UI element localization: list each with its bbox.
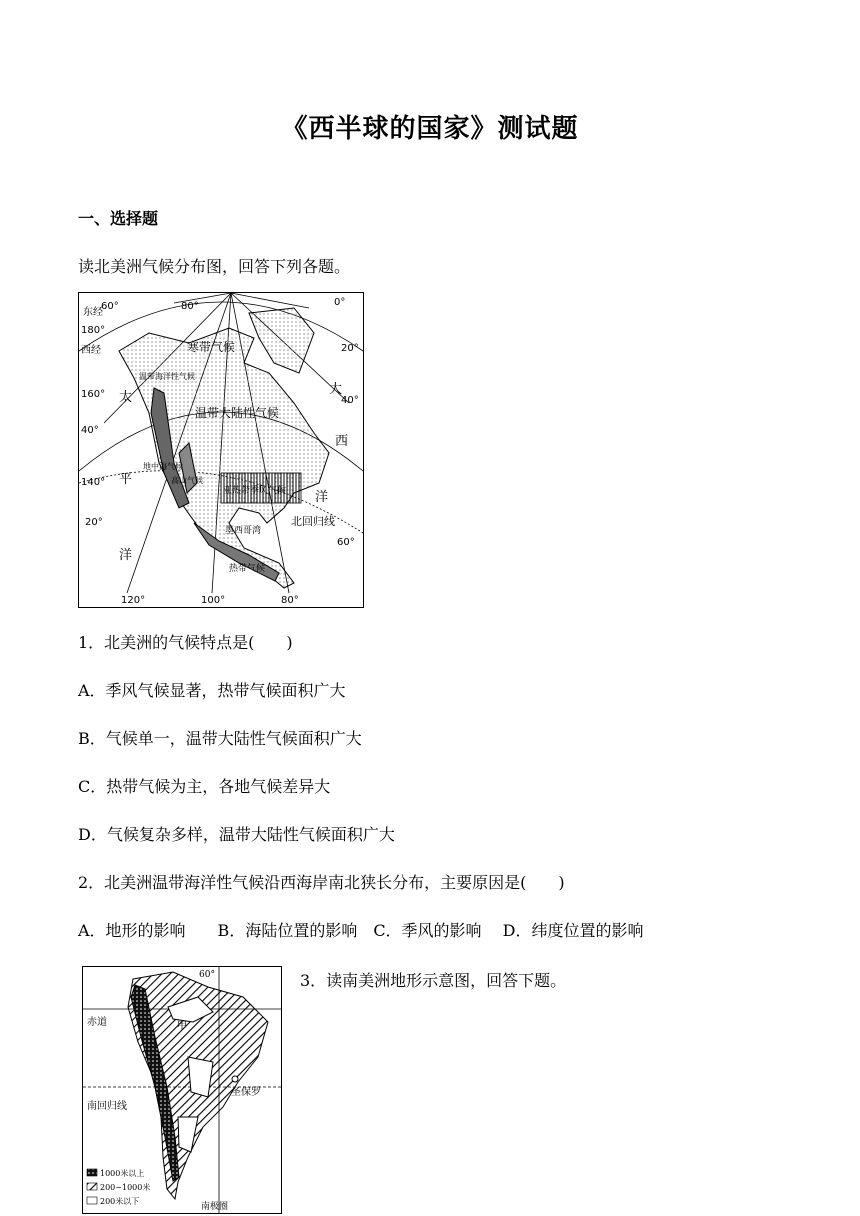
q3-stem: 3．读南美洲地形示意图，回答下题。 <box>300 971 567 990</box>
lon-label: 60° <box>337 537 355 548</box>
left-180-label: 180° <box>81 325 106 336</box>
climate-label: 地中海气候 <box>143 462 183 471</box>
tropic-label: 北回归线 <box>291 515 335 528</box>
q1-option-d: D．气候复杂多样，温带大陆性气候面积广大 <box>78 825 395 844</box>
q1-option-c: C．热带气候为主，各地气候差异大 <box>78 777 331 796</box>
jia-label: 甲 <box>177 1021 187 1032</box>
legend-item: 200米以下 <box>100 1197 140 1206</box>
lon-label: 140° <box>81 477 106 488</box>
west-longitude-label: 西经 <box>81 345 101 356</box>
legend-item: 1000米以上 <box>100 1169 145 1178</box>
climate-label: 热带气候 <box>229 564 266 574</box>
q2-stem: 2．北美洲温带海洋性气候沿西海岸南北狭长分布，主要原因是( ) <box>78 873 565 892</box>
antarctic-circle-label: 南极圈 <box>201 1202 229 1212</box>
lon-label: 80° <box>181 301 199 312</box>
lon-label: 0° <box>334 297 346 308</box>
page-title: 《西半球的国家》测试题 <box>281 114 579 144</box>
lon-label: 160° <box>81 389 106 400</box>
intro-text: 读北美洲气候分布图，回答下列各题。 <box>78 257 351 276</box>
legend-item: 200~1000米 <box>100 1183 151 1192</box>
lon-label: 80° <box>281 595 299 606</box>
equator-label: 赤道 <box>87 1017 107 1028</box>
section-heading: 一、选择题 <box>78 209 159 228</box>
q1-stem: 1．北美洲的气候特点是( ) <box>78 633 293 652</box>
q2-options: A．地形的影响 B．海陆位置的影响 C．季风的影响 D．纬度位置的影响 <box>78 921 644 940</box>
ocean-label: 西 <box>335 434 349 449</box>
tropic-capricorn-label: 南回归线 <box>87 1101 127 1112</box>
gulf-label: 墨西哥湾 <box>225 526 262 536</box>
climate-label: 高山气候 <box>171 476 203 485</box>
lon-label: 40° <box>341 395 359 406</box>
q1-option-b: B．气候单一，温带大陆性气候面积广大 <box>78 729 362 748</box>
lon-label: 120° <box>121 595 146 606</box>
lat-label: 20° <box>85 517 103 528</box>
lon-label: 60° <box>101 301 119 312</box>
ocean-label: 洋 <box>315 490 329 505</box>
climate-label: 温带大陆性气候 <box>195 406 280 420</box>
climate-label: 亚热带季风气候 <box>223 486 287 496</box>
ocean-label: 大 <box>329 382 343 397</box>
ocean-label: 太 <box>119 390 133 405</box>
lat-label: 40° <box>81 425 99 436</box>
lon-label: 20° <box>341 343 359 354</box>
ocean-label: 洋 <box>119 548 133 563</box>
south-america-terrain-map <box>82 966 282 1214</box>
ocean-label: 平 <box>119 472 133 487</box>
map2-lon-label: 60° <box>199 970 215 980</box>
north-america-climate-map <box>78 292 364 608</box>
sao-paulo-label: 圣保罗 <box>231 1087 261 1098</box>
climate-label: 温带海洋性气候 <box>139 372 195 381</box>
lon-label: 100° <box>201 595 226 606</box>
climate-label: 寒带气候 <box>187 340 236 354</box>
q1-option-a: A．季风气候显著，热带气候面积广大 <box>78 681 346 700</box>
east-longitude-label: 东经 <box>83 307 103 318</box>
